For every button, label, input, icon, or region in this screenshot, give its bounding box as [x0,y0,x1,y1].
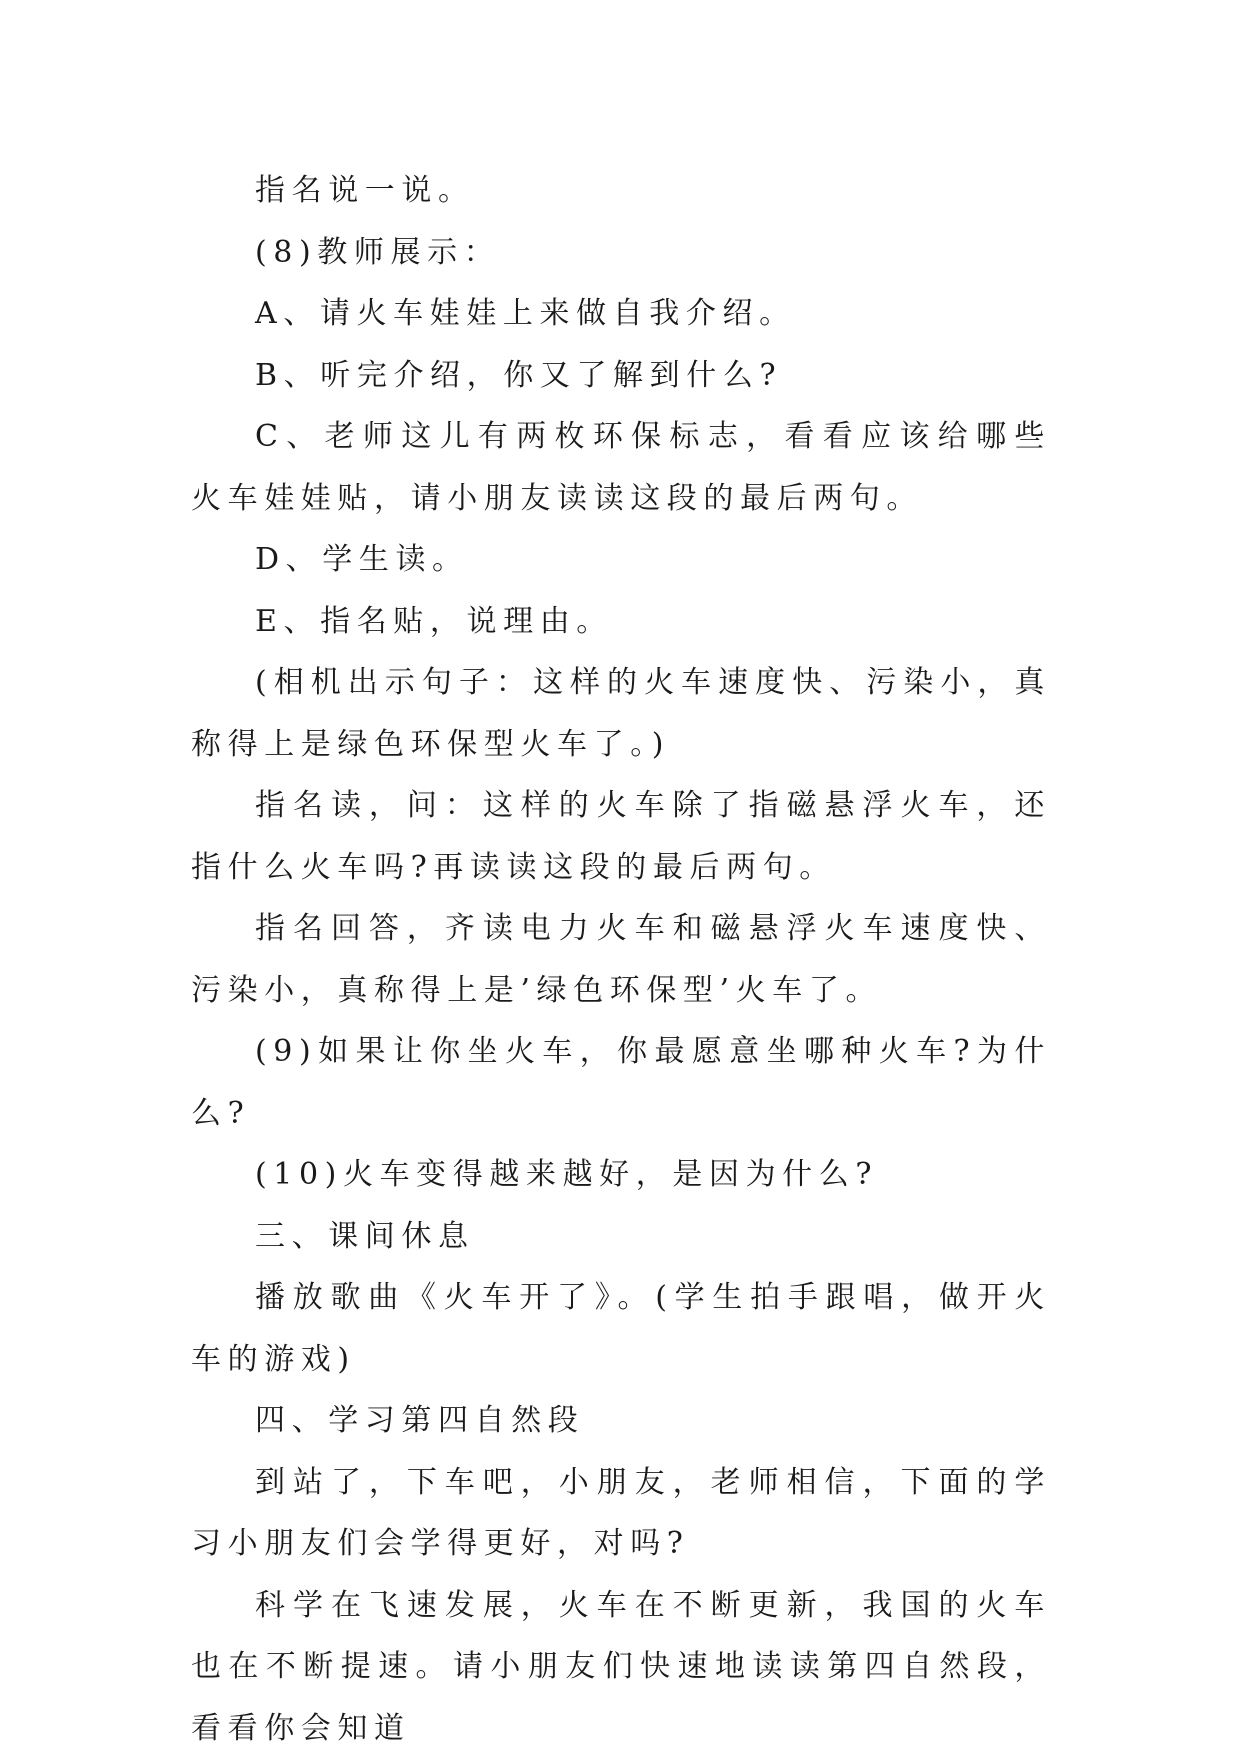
paragraph-6: D、学生读。 [191,529,1051,591]
paragraph-13: 三、课间休息 [191,1206,1051,1268]
paragraph-8: (相机出示句子：这样的火车速度快、污染小，真称得上是绿色环保型火车了。) [191,652,1051,775]
paragraph-12: (10)火车变得越来越好，是因为什么? [191,1144,1051,1206]
paragraph-11: (9)如果让你坐火车，你最愿意坐哪种火车?为什么? [191,1021,1051,1144]
paragraph-5: C、老师这儿有两枚环保标志，看看应该给哪些火车娃娃贴，请小朋友读读这段的最后两句。 [191,406,1051,529]
paragraph-2: (8)教师展示： [191,222,1051,284]
paragraph-4: B、听完介绍，你又了解到什么? [191,345,1051,407]
paragraph-1: 指名说一说。 [191,160,1051,222]
paragraph-16: 到站了，下车吧，小朋友，老师相信，下面的学习小朋友们会学得更好，对吗? [191,1452,1051,1575]
document-page [191,160,1051,1759]
paragraph-17: 科学在飞速发展，火车在不断更新，我国的火车也在不断提速。请小朋友们快速地读读第四自然段，看看你会知道 [191,1575,1051,1759]
paragraph-7: E、指名贴，说理由。 [191,591,1051,653]
paragraph-9: 指名读，问：这样的火车除了指磁悬浮火车，还指什么火车吗?再读读这段的最后两句。 [191,775,1051,898]
paragraph-14: 播放歌曲《火车开了》。(学生拍手跟唱，做开火车的游戏) [191,1267,1051,1390]
paragraph-10: 指名回答，齐读电力火车和磁悬浮火车速度快、污染小，真称得上是’绿色环保型’火车了。 [191,898,1051,1021]
paragraph-15: 四、学习第四自然段 [191,1390,1051,1452]
paragraph-3: A、请火车娃娃上来做自我介绍。 [191,283,1051,345]
